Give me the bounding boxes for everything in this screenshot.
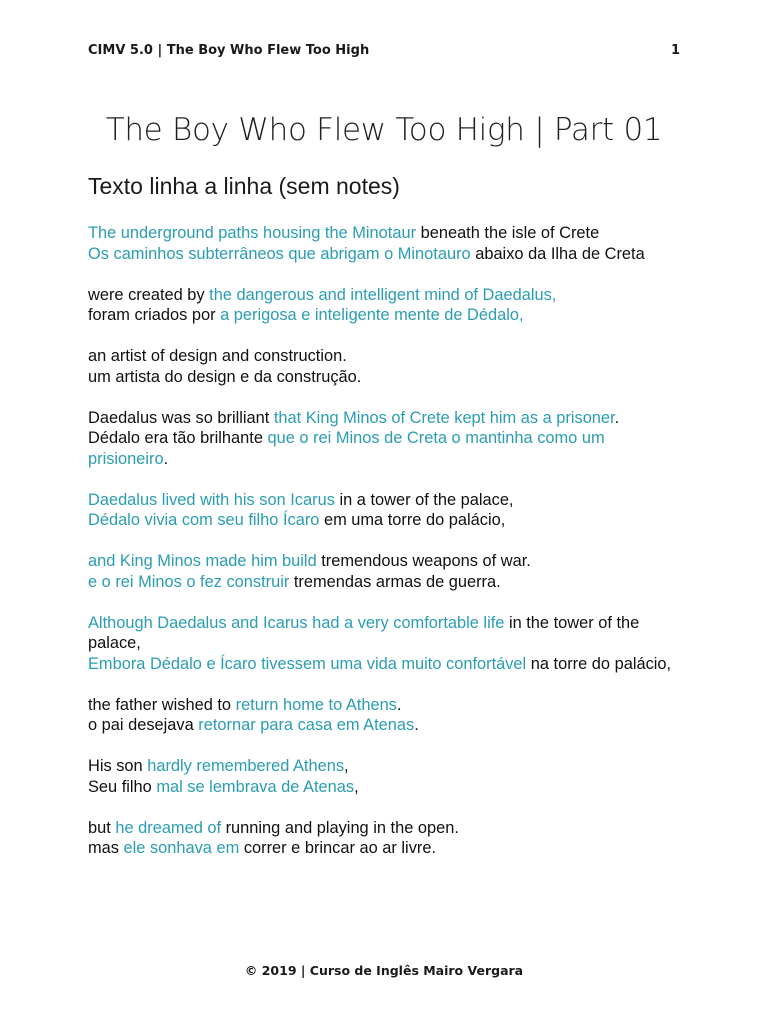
text-segment: foram criados por (88, 306, 221, 324)
portuguese-line (88, 367, 680, 388)
text-segment: His son (88, 757, 148, 775)
paragraph (88, 695, 680, 736)
highlighted-phrase: Dédalo vivia com seu filho Ícaro (88, 511, 320, 529)
text-segment: in a tower of the palace, (334, 490, 514, 509)
text-segment: mas (88, 839, 124, 857)
highlighted-phrase: Although Daedalus and Icarus had a very comfortable life (88, 613, 505, 632)
text-segment: um artista do design e da construção. (88, 367, 362, 386)
paragraph (88, 285, 680, 326)
document-subtitle: Texto linha a linha (sem notes) (88, 173, 400, 199)
portuguese-line (88, 305, 680, 326)
text-segment: the father wished to (88, 695, 236, 714)
paragraph (88, 346, 680, 387)
highlighted-phrase: Embora Dédalo e Ícaro tivessem uma vida muito confortável (88, 654, 527, 673)
highlighted-phrase: that King Minos of Crete kept him as a prisoner (273, 408, 615, 427)
text-segment: but (88, 818, 116, 837)
english-line (88, 551, 680, 572)
text-segment: na torre do palácio, (526, 654, 672, 673)
portuguese-line (88, 510, 680, 531)
highlighted-phrase: hardly remembered Athens (147, 757, 345, 775)
highlighted-phrase: The underground paths housing the Minotaur (88, 224, 417, 242)
text-segment: running and playing in the open. (221, 818, 459, 837)
portuguese-line (88, 777, 680, 798)
english-line (88, 490, 680, 511)
english-line (88, 346, 680, 367)
text-segment: . (396, 695, 402, 714)
text-segment: , (354, 777, 359, 796)
highlighted-phrase: Os caminhos subterrâneos que abrigam o Minotauro (88, 244, 471, 263)
portuguese-line (88, 654, 680, 675)
text-segment: . (163, 449, 169, 468)
portuguese-line (88, 244, 680, 265)
portuguese-line (88, 428, 680, 469)
paragraph (88, 613, 680, 675)
text-segment: , (344, 757, 349, 775)
text-segment: Seu filho (88, 777, 157, 796)
page-footer: © 2019 | Curso de Inglês Mairo Vergara (244, 963, 524, 978)
paragraph (88, 490, 680, 531)
highlighted-phrase: the dangerous and intelligent mind of Daedalus, (209, 285, 557, 304)
portuguese-line (88, 715, 680, 736)
header-title: CIMV 5.0 | The Boy Who Flew Too High (88, 43, 370, 58)
highlighted-phrase: a perigosa e inteligente mente de Dédalo, (220, 306, 524, 324)
highlighted-phrase: retornar para casa em Atenas (198, 716, 415, 734)
bilingual-text (88, 223, 680, 879)
english-line (88, 756, 680, 777)
highlighted-phrase: and King Minos made him build (88, 552, 317, 570)
paragraph (88, 818, 680, 859)
text-segment: abaixo da Ilha de Creta (470, 244, 645, 263)
text-segment: were created by (88, 285, 210, 304)
english-line (88, 695, 680, 716)
english-line (88, 613, 680, 654)
highlighted-phrase: Daedalus lived with his son Icarus (88, 490, 335, 509)
text-segment: . (414, 716, 419, 734)
text-segment: Daedalus was so brilliant (88, 408, 274, 427)
page-number: 1 (670, 43, 680, 58)
text-segment: correr e brincar ao ar livre. (239, 839, 437, 857)
text-segment: beneath the isle of Crete (416, 224, 600, 242)
paragraph (88, 223, 680, 264)
text-segment: Dédalo era tão brilhante (88, 429, 268, 447)
text-segment: in the tower of the palace, (88, 613, 640, 652)
paragraph (88, 756, 680, 797)
text-segment: tremendas armas de guerra. (289, 572, 501, 591)
document-title: The Boy Who Flew Too High | Part 01 (105, 112, 663, 148)
highlighted-phrase: return home to Athens (235, 695, 397, 714)
paragraph (88, 408, 680, 470)
text-segment: . (614, 408, 620, 427)
english-line (88, 818, 680, 839)
portuguese-line (88, 572, 680, 593)
text-segment: o pai desejava (88, 716, 199, 734)
english-line (88, 223, 680, 244)
text-segment: em uma torre do palácio, (319, 511, 506, 529)
english-line (88, 285, 680, 306)
highlighted-phrase: e o rei Minos o fez construir (88, 572, 290, 591)
highlighted-phrase: mal se lembrava de Atenas (156, 777, 355, 796)
portuguese-line (88, 838, 680, 859)
highlighted-phrase: he dreamed of (115, 818, 222, 837)
text-segment: tremendous weapons of war. (316, 552, 531, 570)
paragraph (88, 551, 680, 592)
highlighted-phrase: ele sonhava em (123, 839, 240, 857)
text-segment: an artist of design and construction. (88, 347, 347, 365)
highlighted-phrase: que o rei Minos de Creta o mantinha como um prisioneiro (88, 429, 605, 468)
english-line (88, 408, 680, 429)
page-header (88, 43, 680, 63)
